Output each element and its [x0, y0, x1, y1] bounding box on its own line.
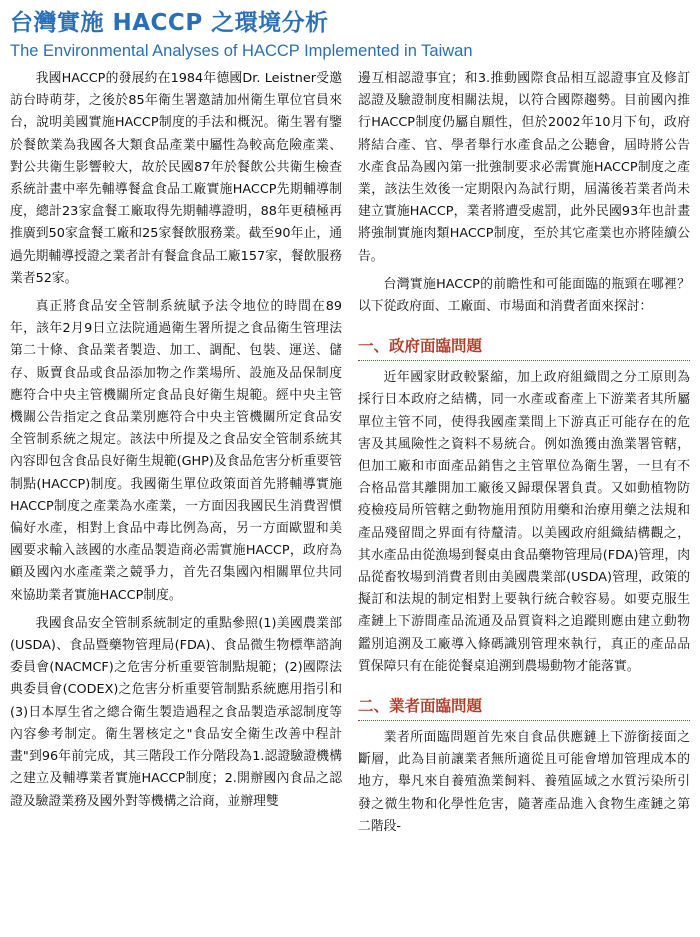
left-column [10, 68, 342, 934]
paragraph: 業者所面臨問題首先來自食品供應鏈上下游銜接面之斷層，此為目前讓業者無所適從且可能會增加管理成本的地方，舉凡來自養殖漁業飼料、養殖區域之水質污染所引發之微生物和化學性危害，隨著產品進入食物生產鏈之第二階段- [358, 730, 690, 834]
paragraph: 我國HACCP的發展約在1984年德國Dr. Leistner受邀訪台時萌芽，之後於85年衛生署邀請加州衛生單位官員來台，說明美國實施HACCP制度的手法和概況。衛生署有鑒於餐飲業為我國各大類食品產業中屬性為較高危險產業、對公共衛生影響較大，故於民國87年於餐飲公共衛生檢查系統計畫中率先輔導餐盒食品工廠實施HACCP先期輔導制度，總計23家盒餐工廠取得先期輔導證明，88年更積極再推廣到50家盒餐工廠和25家餐飲服務業。截至90年止，通過先期輔導授證之業者計有餐盒食品工廠157家，餐飲服務業者52家。 [10, 71, 342, 286]
article-title: 台灣實施 HACCP 之環境分析 [10, 10, 329, 36]
paragraph: 邊互相認證事宜；和3.推動國際食品相互認證事宜及修訂認證及驗證制度相關法規，以符合國際趨勢。目前國內推行HACCP制度仍屬自願性，但於2002年10月下旬，政府將結合產、官、學者舉行水產食品之公聽會，屆時將公告水產食品為國內第一批強制要求必需實施HACCP制度之產業，該法生效後一定期限內為試行期，屆滿後若業者尚未建立實施HACCP，業者將遭受處罰，此外民國93年也計畫將強制實施肉類HACCP制度，至於其它產業也亦將陸續公告。 [358, 71, 690, 264]
section-heading: 一、政府面臨問題 [358, 334, 690, 361]
article-subtitle: The Environmental Analyses of HACCP Implemented in Taiwan [10, 42, 473, 60]
paragraph: 台灣實施HACCP的前瞻性和可能面臨的瓶頸在哪裡？以下從政府面、工廠面、市場面和消費者面來探討： [358, 276, 690, 315]
right-column [358, 68, 690, 934]
paragraph: 真正將食品安全管制系統賦予法令地位的時間在89年，該年2月9日立法院通過衛生署所提之食品衛生管理法第二十條、食品業者製造、加工、調配、包裝、運送、儲存、販賣食品或食品添加物之作業場所、設施及品保制度應符合中央主管機關所定食品良好衛生規範。經中央主管機關公告指定之食品業別應符合中央主管機關所定食品安全管制系統之規定。該法中所提及之食品安全管制系統其內容即包含食品良好衛生規範(GHP)及食品危害分析重要管制點(HACCP)制度。我國衛生單位政策面首先將輔導實施HACCP制度之產業為水產業，一方面因我國民生消費習慣偏好水產，相對上食品中毒比例為高，另一方面歐盟和美國要求輸入該國的水產品製造商必需實施HACCP，政府為顧及國內水產產業之競爭力，首先召集國內相關單位共同來協助業者實施HACCP制度。 [10, 299, 342, 603]
section-heading: 二、業者面臨問題 [358, 694, 690, 721]
paragraph: 近年國家財政較緊縮，加上政府組織間之分工原則為採行日本政府之結構，同一水產或畜產上下游業者其所屬單位主管不同，使得我國產業間上下游真正可能存在的危害及其風險性之資料不易統合。例如漁獲由漁業署管轄，但加工廠和市面產品銷售之主管單位為衛生署，一旦有不合格品當其離開加工廠後又歸環保署負責。又如動植物防疫檢疫局所管轄之動物施用預防用藥和治療用藥之法規和產品殘留間之界面有待釐清。以美國政府組織結構觀之，其水產品由從漁場到餐桌由食品藥物管理局(FDA)管理，肉品從畜牧場到消費者則由美國農業部(USDA)管理，政策的擬訂和法規的制定相對上要執行統合較容易。如要克服生產鏈上下游間產品流通及品質資料之追蹤則應由建立動物鑑別追溯及工廠導入條碼識別管理來執行，真正的產品品質保障只有在能從餐桌追溯到農場動物才能落實。 [358, 370, 690, 674]
paragraph: 我國食品安全管制系統制定的重點參照(1)美國農業部(USDA)、食品暨藥物管理局(FDA)、食品微生物標準諮詢委員會(NACMCF)之危害分析重要管制點規範；(2)國際法典委員會(CODEX)之危害分析重要管制點系統應用指引和(3)日本厚生省之總合衛生製造過程之食品製造承認制度等內容參考制定。衛生署核定之"食品安全衛生改善中程計畫"到96年前完成，其三階段工作分階段為1.認證驗證機構之建立及輔導業者實施HACCP制度；2.開辦國內食品之認證及驗證業務及國外對等機構之洽商，並辦理雙 [10, 615, 342, 809]
